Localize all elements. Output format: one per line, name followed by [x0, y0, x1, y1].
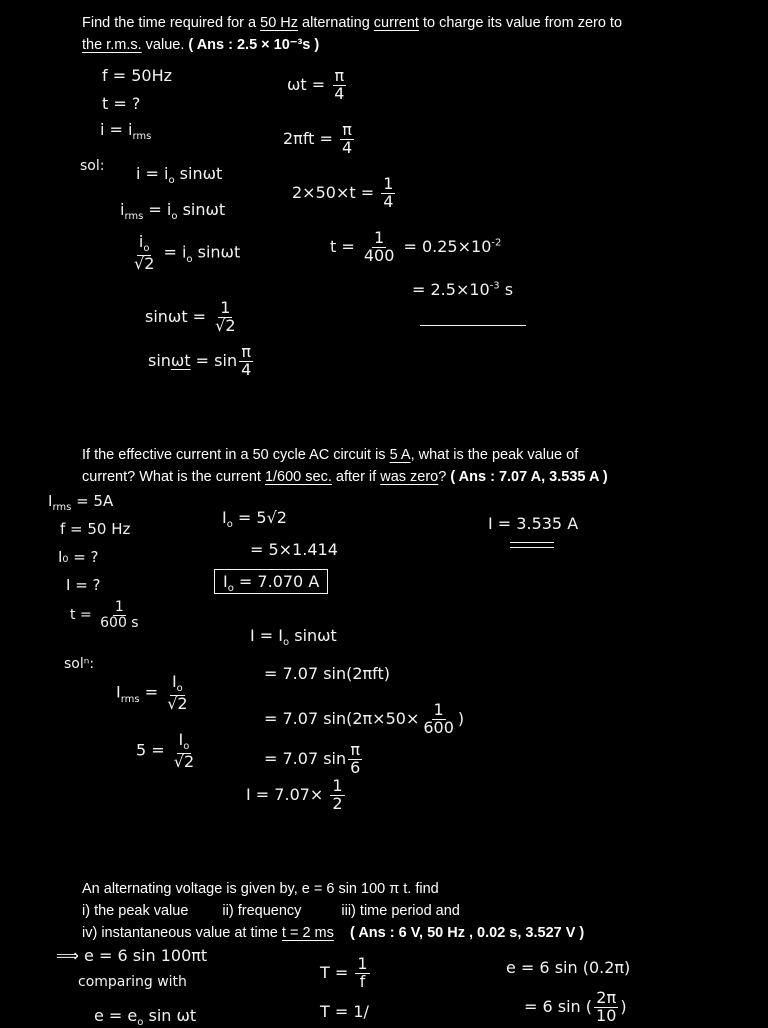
q1-right-line-2: 2πft = $\frac{\pi}{4}$ [283, 120, 353, 157]
q1-sol-line-4: sinωt = $\frac{1}{√2}$ [145, 298, 236, 335]
q2-text: current? What is the current [82, 469, 265, 485]
q2-result-underline-2 [510, 547, 554, 548]
q2-mid-line-6: = 7.07 sin(2π×50× $\frac{1}{600}$ ) [264, 700, 465, 737]
q3-right-line-2: = 6 sin ( $\frac{2\pi}{10}$ ) [524, 988, 627, 1025]
q2-mid-line-4: $I = I_o$ sinωt [250, 626, 337, 649]
q2-sol-line-1: $I_{rms}$ = $\frac{I_o}{√2}$ [116, 672, 188, 713]
q1-sol-label: sol: [80, 158, 105, 174]
q2-mid-line-3: $I_o = 7.070$ A [214, 572, 328, 594]
q2-mid-line-7: = 7.07 sin $\frac{\pi}{6}$ [264, 740, 361, 777]
q1-sol-line-5: sinωt = sin $\frac{\pi}{4}$ [148, 342, 252, 379]
q3-mid-line-2: T = 1/ [320, 1002, 369, 1021]
q3-time: t = 2 ms [281, 925, 334, 941]
q3-left-line-2: comparing with [78, 974, 187, 990]
q1-right-line-4: t = $\frac{1}{400}$ = $0.25\times 10^{-2}$ [330, 228, 502, 265]
question-2 [82, 444, 608, 488]
q2-mid-line-2: = 5×1.414 [250, 540, 338, 559]
q1-text: value. [141, 37, 189, 53]
q1-frequency: 50 Hz [260, 15, 299, 31]
q2-sol-line-2: 5 = $\frac{I_o}{√2}$ [136, 730, 195, 771]
q2-mid-line-1: $I_o = 5√2$ [222, 508, 287, 531]
q1-answer: ( Ans : 2.5 × 10⁻³s ) [188, 37, 320, 53]
q2-text: ? [438, 469, 451, 485]
q1-right-line-1: ωt = $\frac{\pi}{4}$ [287, 66, 345, 103]
q3-part-iv: iv) instantaneous value at time [82, 925, 282, 941]
q1-result-underline [420, 325, 526, 326]
q2-amp: 5 A [389, 447, 411, 463]
q1-text: to charge its value from zero to [418, 15, 623, 31]
q1-current-word: current [373, 15, 419, 31]
q3-part-iii: iii) time period and [341, 903, 460, 919]
q2-mid-line-8: I = 7.07× $\frac{1}{2}$ [246, 776, 343, 813]
q3-right-line-1: e = 6 sin (0.2π) [506, 958, 631, 977]
q2-text: If the effective current in a 50 cycle AC circuit is [82, 447, 390, 463]
q2-given-i: I = ? [66, 576, 101, 594]
q2-answer: ( Ans : 7.07 A, 3.535 A ) [450, 469, 608, 485]
q3-mid-line-1: T = $\frac{1}{f}$ [320, 954, 368, 991]
q3-left-line-1: ⟹ e = 6 sin 100πt [56, 946, 208, 965]
q1-given-f: f = 50Hz [102, 66, 172, 85]
q3-left-line-3: $e = e_o$ sin ωt [94, 1006, 197, 1028]
q2-given-irms: $I_{rms} = 5A$ [48, 492, 114, 513]
q2-result-underline-1 [510, 542, 554, 543]
q2-given-t: t = $\frac{1}{600 s}$ [70, 599, 139, 631]
q3-answer: ( Ans : 6 V, 50 Hz , 0.02 s, 3.527 V ) [350, 925, 585, 941]
q2-text: , what is the peak value of [410, 447, 579, 463]
q1-sol-line-1: $i = i_o$ sinωt [136, 164, 223, 187]
q1-right-line-3: 2×50×t = $\frac{1}{4}$ [292, 174, 394, 211]
q1-right-line-5: = $2.5\times 10^{-3}$ s [412, 280, 514, 299]
q3-part-ii: ii) frequency [222, 903, 302, 919]
q2-sec: 1/600 sec. [264, 469, 332, 485]
q1-text: Find the time required for a [82, 15, 261, 31]
question-3 [82, 878, 584, 944]
q1-text: alternating [298, 15, 374, 31]
q1-sol-line-2: $i_{rms} = i_o$ sinωt [120, 200, 226, 223]
q3-part-i: i) the peak value [82, 903, 189, 919]
q2-given-f: f = 50 Hz [60, 520, 131, 538]
question-1 [82, 12, 622, 56]
q2-sol-label: solⁿ: [64, 656, 95, 672]
q2-zero: was zero [380, 469, 439, 485]
q2-text: after if [331, 469, 381, 485]
q2-mid-line-5: = 7.07 sin(2πft) [264, 664, 391, 683]
q1-sol-line-3: $\frac{i_o}{√2}$ = $i_o$ sinωt [134, 232, 241, 273]
q2-result: I = 3.535 A [488, 514, 579, 533]
q1-rms: the r.m.s. [82, 37, 142, 53]
q1-given-t: t = ? [102, 94, 141, 113]
q3-line-1: An alternating voltage is given by, e = 6 sin 100 π t. find [82, 881, 439, 897]
q2-given-i0: I₀ = ? [58, 548, 99, 566]
q1-given-i: $i = i_{rms}$ [100, 120, 152, 143]
